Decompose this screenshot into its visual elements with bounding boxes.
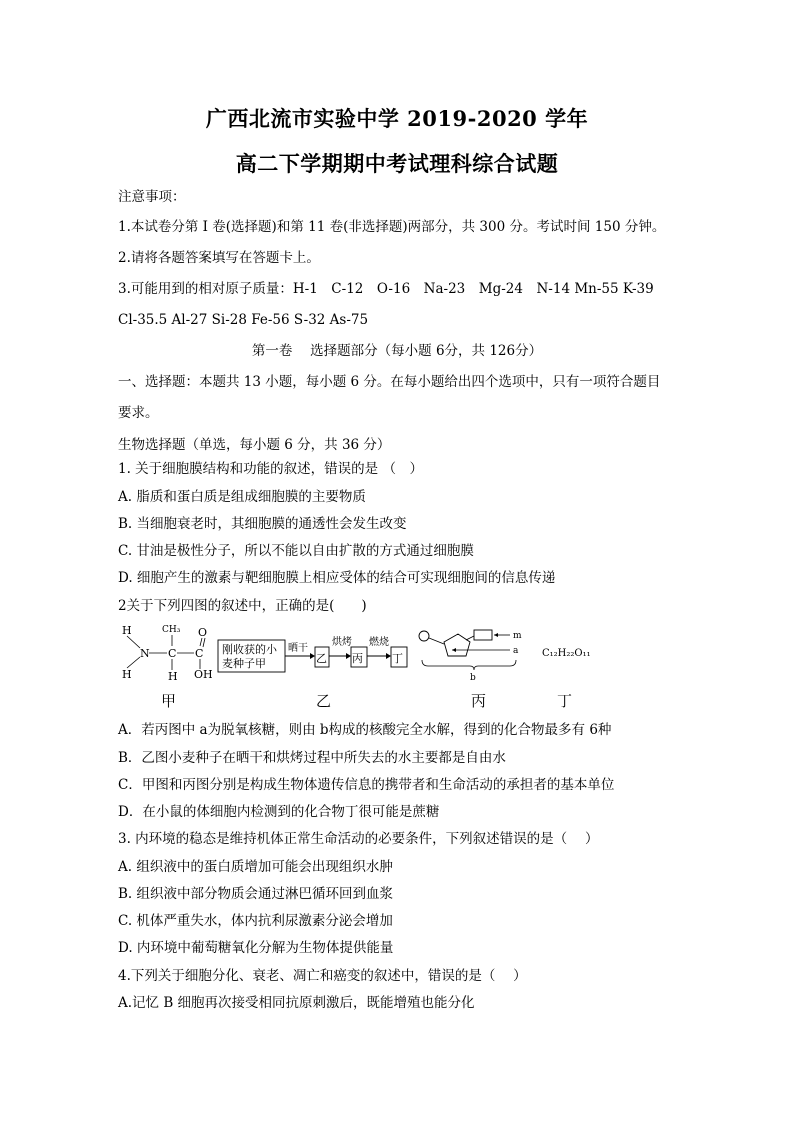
- q1-option-b: B. 当细胞衰老时，其细胞膜的通透性会发生改变: [118, 516, 407, 532]
- q1-option-a: A. 脂质和蛋白质是组成细胞膜的主要物质: [118, 489, 366, 505]
- section-header: 第一卷 选择题部分（每小题 6分，共 126分）: [251, 343, 543, 359]
- fig-label-m: m: [513, 631, 522, 641]
- fig-n: N: [140, 647, 150, 660]
- fig-caption-ding: 丁: [557, 692, 573, 710]
- fig-step-burn: 燃烧: [369, 637, 389, 648]
- exam-title-line2: 高二下学期期中考试理科综合试题: [235, 151, 559, 176]
- q3-option-a: A. 组织液中的蛋白质增加可能会出现组织水肿: [118, 859, 393, 875]
- q2-stem: 2关于下列四图的叙述中，正确的是( ): [118, 598, 367, 614]
- q3-stem: 3. 内环境的稳态是维持机体正常生命活动的必要条件，下列叙述错误的是（ ）: [118, 831, 599, 847]
- fig-c1: C: [168, 647, 177, 660]
- q2-option-a: A．若丙图中 a为脱氧核糖，则由 b构成的核酸完全水解，得到的化合物最多有 6种: [118, 722, 612, 738]
- notes-heading: 注意事项：: [118, 189, 186, 205]
- q3-option-b: B. 组织液中部分物质会通过淋巴循环回到血浆: [118, 886, 394, 902]
- q2-option-c: C．甲图和丙图分别是构成生物体遗传信息的携带者和生命活动的承担者的基本单位: [118, 777, 615, 793]
- fig-caption-bing: 丙: [471, 692, 487, 710]
- fig-caption-jia: 甲: [161, 692, 177, 710]
- figure-bing-nucleotide: [419, 630, 522, 683]
- fig-h-c: H: [168, 670, 178, 683]
- fig-label-a: a: [513, 646, 519, 656]
- fig-oh: OH: [194, 668, 213, 681]
- figure-yi-flowchart: [218, 635, 407, 672]
- q3-option-d: D. 内环境中葡萄糖氧化分解为生物体提供能量: [118, 940, 394, 956]
- fig-step-bake: 烘烤: [332, 637, 352, 648]
- fig-o: O: [198, 626, 208, 639]
- q1-option-c: C. 甘油是极性分子，所以不能以自由扩散的方式通过细胞膜: [118, 543, 474, 559]
- fig-box-line1: 刚收获的小: [222, 643, 277, 656]
- fig-box-bing: 丙: [352, 652, 363, 665]
- fig-ding-formula: C₁₂H₂₂O₁₁: [542, 648, 591, 659]
- fig-step-dry: 晒干: [288, 643, 308, 654]
- q2-option-b: B．乙图小麦种子在晒干和烘烤过程中所失去的水主要都是自由水: [118, 750, 506, 766]
- fig-box-ding: 丁: [392, 652, 403, 665]
- q3-option-c: C. 机体严重失水，体内抗利尿激素分泌会增加: [118, 913, 393, 929]
- fig-caption-yi: 乙: [316, 692, 332, 710]
- note-3-continued: Cl-35.5 Al-27 Si-28 Fe-56 S-32 As-75: [118, 312, 369, 328]
- note-1: 1.本试卷分第 I 卷(选择题)和第 11 卷(非选择题)两部分，共 300 分。考试时间 150 分钟。: [118, 219, 666, 235]
- note-2: 2.请将各题答案填写在答题卡上。: [118, 250, 320, 266]
- biology-section-header: 生物选择题（单选，每小题 6 分，共 36 分）: [118, 437, 391, 453]
- fig-ch3: CH₃: [162, 625, 181, 635]
- fig-box-line2: 麦种子甲: [222, 657, 266, 670]
- note-3: 3.可能用到的相对原子质量：H-1 C-12 O-16 Na-23 Mg-24 N-14 Mn-55 K-39: [118, 281, 654, 297]
- fig-box-yi: 乙: [316, 652, 327, 665]
- q1-option-d: D. 细胞产生的激素与靶细胞膜上相应受体的结合可实现细胞间的信息传递: [118, 570, 556, 586]
- q4-option-a: A.记忆 B 细胞再次接受相同抗原刺激后，既能增殖也能分化: [118, 995, 475, 1011]
- fig-label-b: b: [470, 673, 476, 683]
- fig-h-bottom: H: [122, 668, 132, 681]
- section-intro: 一、选择题：本题共 13 小题，每小题 6 分。在每小题给出四个选项中，只有一项符合题目: [118, 374, 661, 390]
- figure-jia-amino-acid: [122, 624, 213, 683]
- q1-stem: 1. 关于细胞膜结构和功能的叙述，错误的是 （ ）: [118, 461, 423, 477]
- fig-c2: C: [195, 647, 204, 660]
- q2-option-d: D．在小鼠的体细胞内检测到的化合物丁很可能是蔗糖: [118, 804, 440, 820]
- q4-stem: 4.下列关于细胞分化、衰老、凋亡和癌变的叙述中，错误的是（ ）: [118, 968, 527, 984]
- fig-h-top: H: [122, 624, 132, 637]
- section-intro-continued: 要求。: [118, 405, 159, 421]
- exam-title-line1: 广西北流市实验中学 2019-2020 学年: [205, 106, 589, 131]
